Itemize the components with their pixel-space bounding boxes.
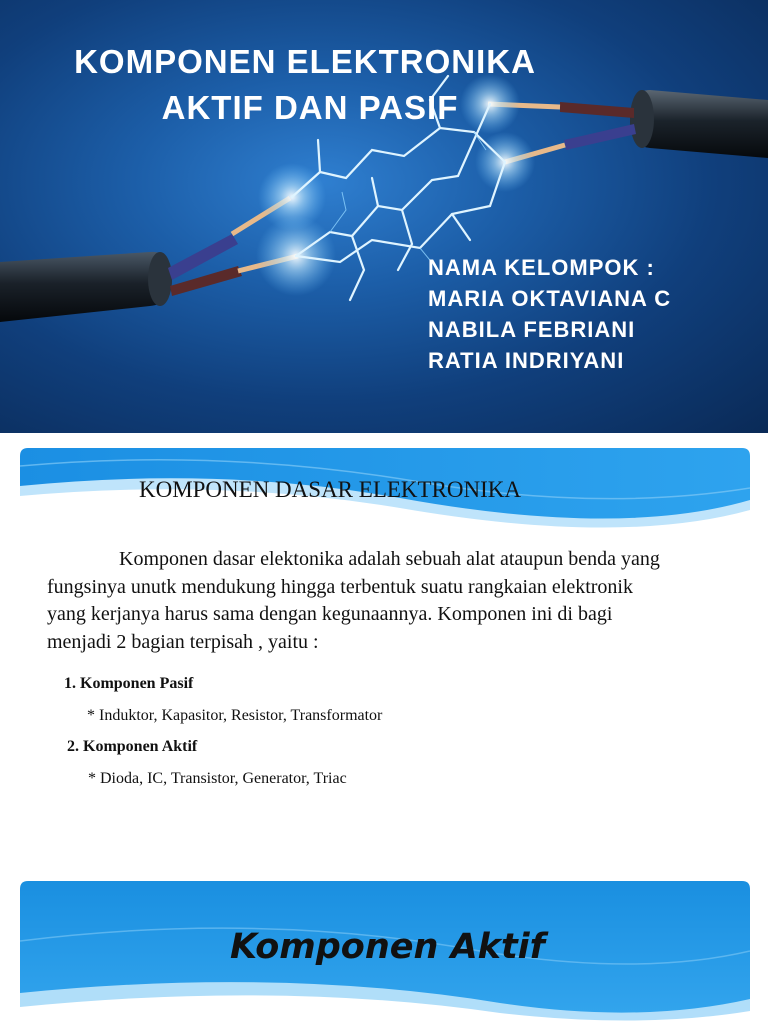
slide-title: KOMPONEN DASAR ELEKTRONIKA xyxy=(138,477,522,502)
members-heading: NAMA KELOMPOK : xyxy=(428,255,655,280)
paragraph-line: menjadi 2 bagian terpisah , yaitu : xyxy=(47,630,319,653)
presentation-title-line2: AKTIF DAN PASIF xyxy=(161,89,459,126)
list-heading-aktif: 2. Komponen Aktif xyxy=(67,738,198,755)
member-name: NABILA FEBRIANI xyxy=(428,317,636,342)
content-slide xyxy=(20,448,750,838)
paragraph-line: fungsinya unutk mendukung hingga terbentuk suatu rangkaian elektronik xyxy=(47,575,633,598)
group-members xyxy=(428,252,671,376)
section-title: Komponen Aktif xyxy=(230,927,545,967)
intro-paragraph xyxy=(47,546,737,656)
list-items-pasif: * Induktor, Kapasitor, Resistor, Transformator xyxy=(87,707,383,724)
member-name: MARIA OKTAVIANA C xyxy=(428,286,672,311)
list-items-aktif: * Dioda, IC, Transistor, Generator, Triac xyxy=(88,770,347,787)
list-heading-pasif: 1. Komponen Pasif xyxy=(64,675,194,692)
member-name: RATIA INDRIYANI xyxy=(428,348,625,373)
section-slide xyxy=(20,881,750,1024)
paragraph-line: Komponen dasar elektonika adalah sebuah alat ataupun benda yang xyxy=(119,548,660,570)
paragraph-line: yang kerjanya harus sama dengan kegunaannya. Komponen ini di bagi xyxy=(47,603,613,625)
title-slide xyxy=(0,0,768,433)
presentation-title-line1: KOMPONEN ELEKTRONIKA xyxy=(74,43,536,80)
